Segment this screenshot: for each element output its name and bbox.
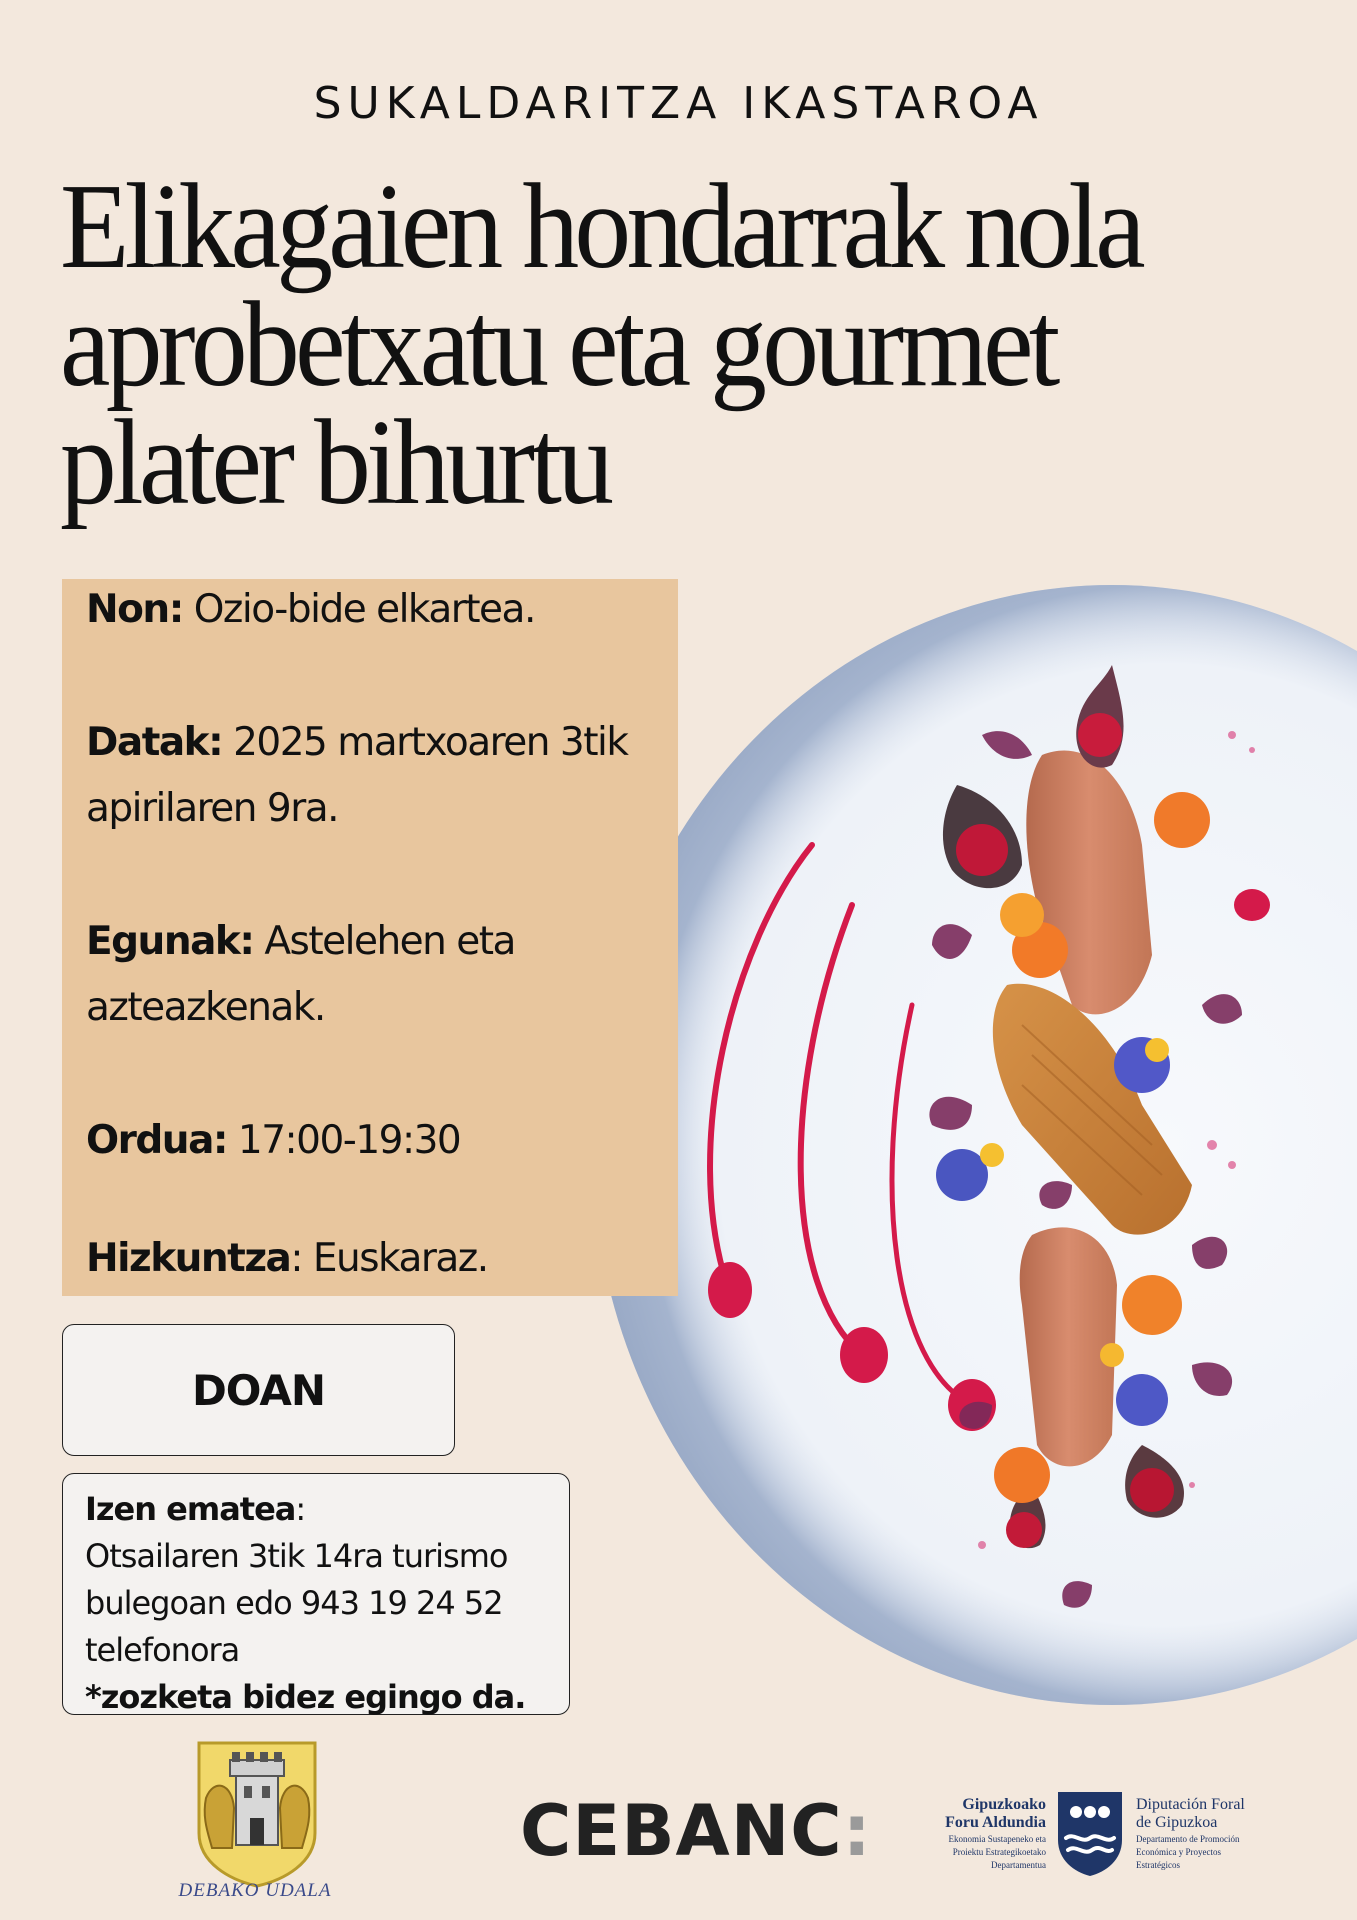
info-datak: Datak: 2025 martxoaren 3tik apirilaren 9ra. (86, 720, 628, 831)
price-badge: DOAN (62, 1324, 455, 1456)
cebanc-logo: CEBANC: (520, 1790, 872, 1872)
info-hizkuntza: Hizkuntza: Euskaraz. (86, 1236, 488, 1281)
registration-line: Otsailaren 3tik 14ra turismo (85, 1537, 508, 1575)
info-non: Non: Ozio-bide elkartea. (86, 587, 535, 632)
registration-line: bulegoan edo 943 19 24 52 (85, 1584, 503, 1622)
registration-note: *zozketa bidez egingo da. (85, 1678, 526, 1716)
registration-line: telefonora (85, 1631, 240, 1669)
gipuzkoa-spanish-label: Diputación Foral de Gipuzkoa Departamento de Promoción Económica y Proyectos Estratégicos (1136, 1796, 1245, 1870)
info-egunak: Egunak: Astelehen eta azteazkenak. (86, 919, 515, 1030)
info-ordua: Ordua: 17:00-19:30 (86, 1118, 461, 1163)
page-title: Elikagaien hondarrak nola aprobetxatu eta gourmet plater bihurtu (60, 159, 1141, 530)
registration-heading: Izen ematea: (85, 1490, 306, 1528)
info-panel (62, 579, 678, 1296)
gipuzkoa-shield-icon (1054, 1788, 1126, 1878)
gipuzkoa-basque-label: Gipuzkoako Foru Aldundia Ekonomia Sustapeneko eta Proiektu Estrategikoetako Departamentua (945, 1796, 1046, 1870)
debako-udala-label: DEBAKO UDALA (178, 1880, 332, 1901)
registration-box (62, 1473, 570, 1715)
course-eyebrow: SUKALDARITZA IKASTAROA (313, 78, 1044, 129)
